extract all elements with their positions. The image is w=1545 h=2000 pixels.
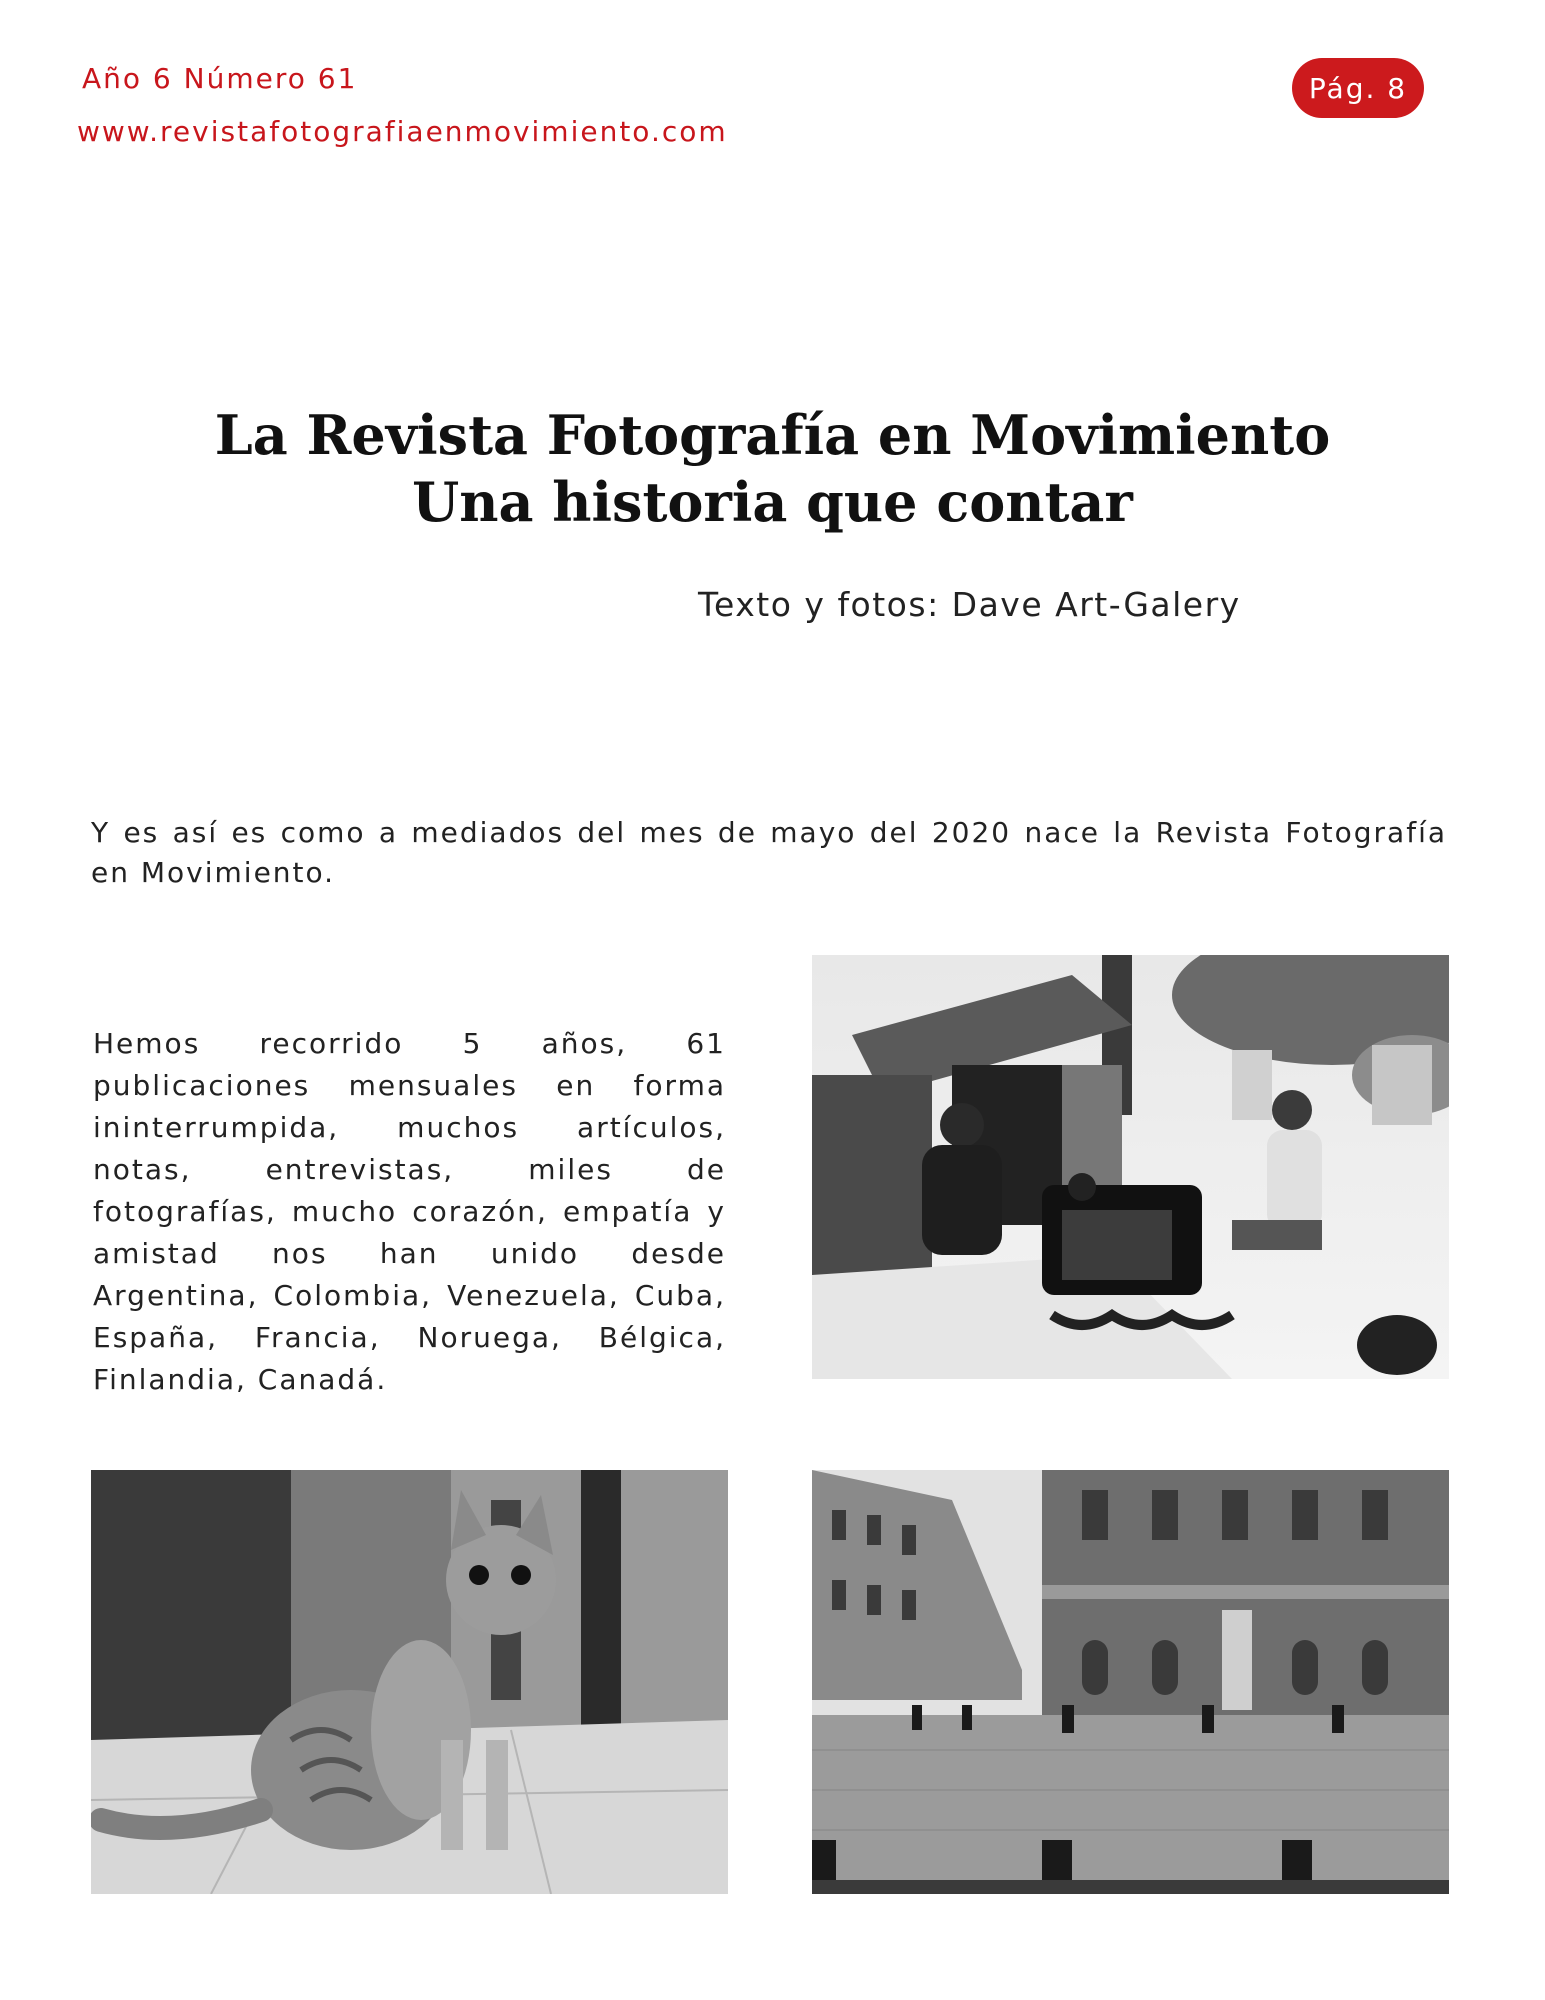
article-subtitle: Una historia que contar [412,470,1133,534]
body-paragraph: Hemos recorrido 5 años, 61 publicaciones mensuales en forma ininterrumpida, muchos artículos, notas, entrevistas, miles de fotografías, mucho corazón, empatía y amistad nos han unido desde Argentina, Colombia, Venezuela, Cuba, España, Francia, Noruega, Bélgica, Finlandia, Canadá. [93,1027,726,1396]
interview-photo [812,955,1449,1379]
website-url[interactable]: www.revistafotografiaenmovimiento.com [77,115,728,148]
cat-photo [91,1470,728,1894]
byline: Texto y fotos: Dave Art-Galery [698,585,1241,624]
page-number-badge: Pág. 8 [1292,58,1424,118]
intro-paragraph: Y es así es como a mediados del mes de mayo del 2020 nace la Revista Fotografía en Movimiento. [91,816,1447,889]
article-title: La Revista Fotografía en Movimiento [214,403,1331,467]
issue-number: Año 6 Número 61 [82,62,358,95]
city-photo [812,1470,1449,1894]
